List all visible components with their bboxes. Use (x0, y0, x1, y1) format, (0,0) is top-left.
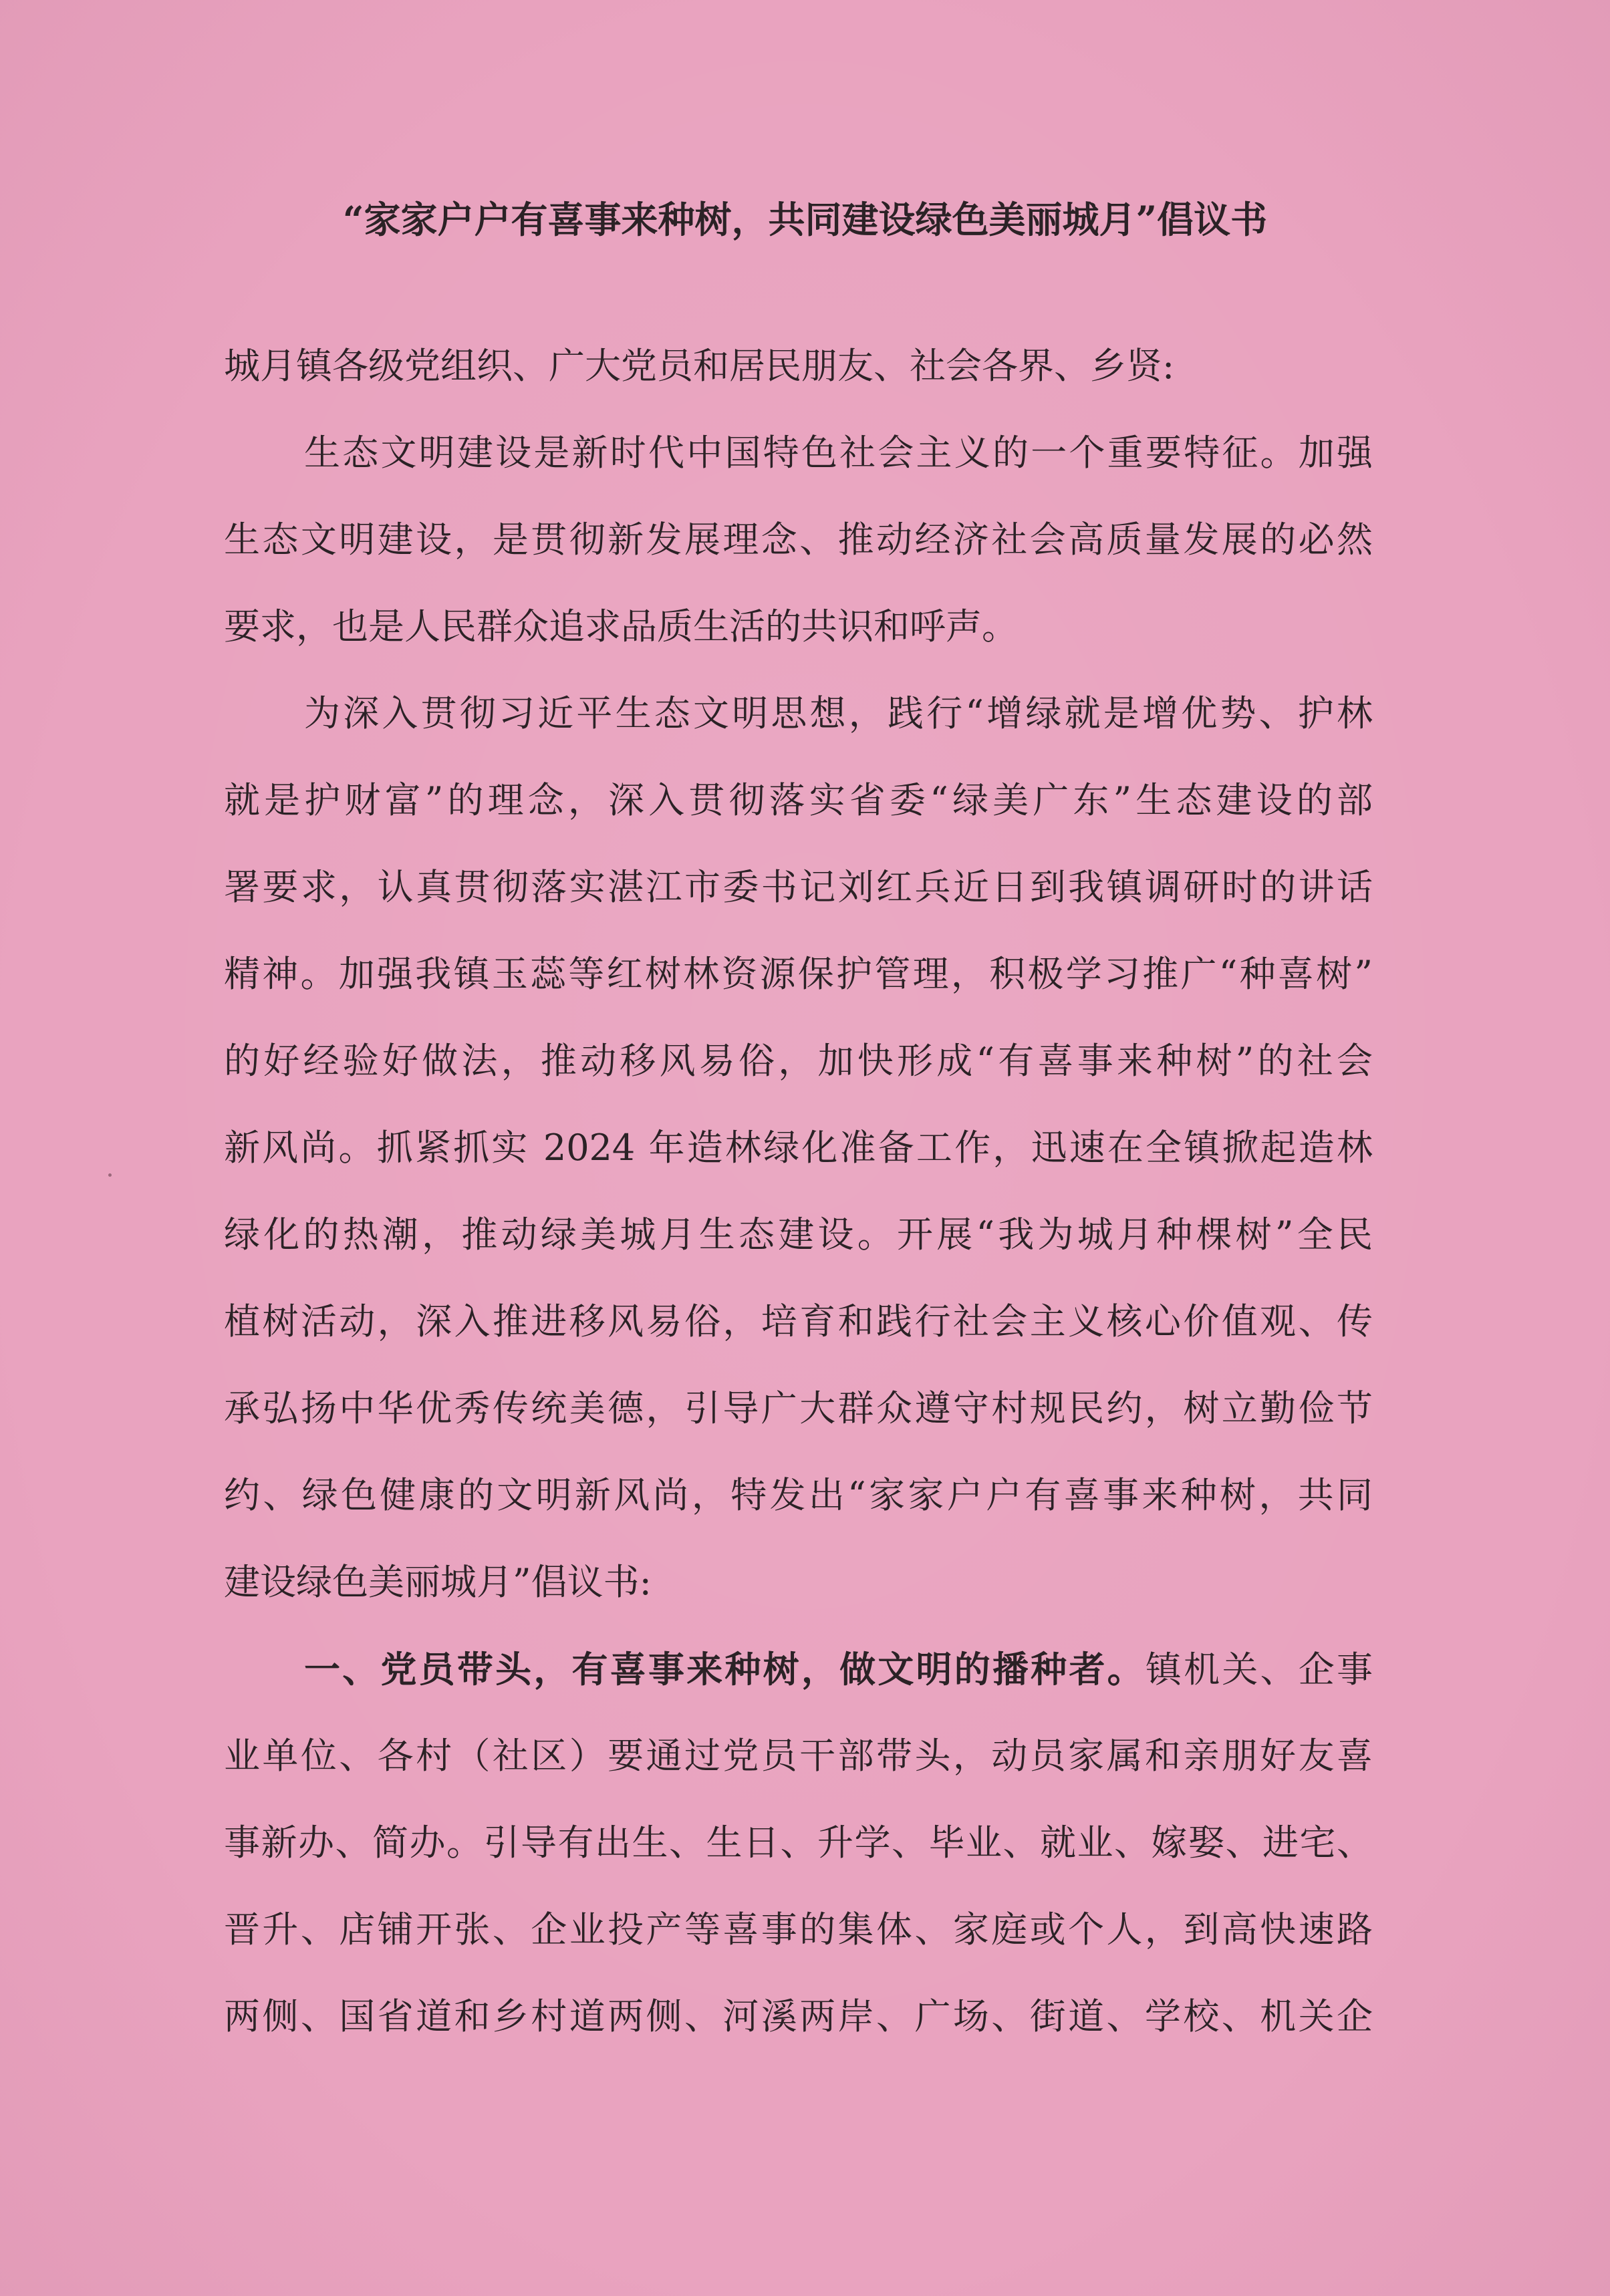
body-line: 要求，也是人民群众追求品质生活的共识和呼声。 (224, 605, 1018, 648)
body-line: 署要求，认真贯彻落实湛江市委书记刘红兵近日到我镇调研时的讲话 (224, 866, 1373, 908)
scan-speck (108, 1173, 112, 1177)
body-line: 生态文明建设是新时代中国特色社会主义的一个重要特征。加强 (304, 432, 1373, 474)
body-line: 精神。加强我镇玉蕊等红树林资源保护管理，积极学习推广“种喜树” (224, 953, 1373, 995)
document-title: “家家户户有喜事来种树，共同建设绿色美丽城月”倡议书 (342, 198, 1268, 241)
body-line: 生态文明建设，是贯彻新发展理念、推动经济社会高质量发展的必然 (224, 519, 1373, 561)
body-line: 约、绿色健康的文明新风尚，特发出“家家户户有喜事来种树，共同 (224, 1474, 1373, 1516)
body-line: 业单位、各村（社区）要通过党员干部带头，动员家属和亲朋好友喜 (224, 1735, 1373, 1777)
salutation: 城月镇各级党组织、广大党员和居民朋友、社会各界、乡贤: (224, 345, 1175, 387)
body-line: 为深入贯彻习近平生态文明思想，践行“增绿就是增优势、护林 (304, 692, 1373, 734)
section-heading: 一、党员带头，有喜事来种树，做文明的播种者。 (304, 1648, 1146, 1691)
document-body (224, 323, 1373, 2060)
body-line: 植树活动，深入推进移风易俗，培育和践行社会主义核心价值观、传 (224, 1300, 1373, 1342)
body-line: 绿化的热潮，推动绿美城月生态建设。开展“我为城月种棵树”全民 (224, 1213, 1373, 1256)
body-line: 两侧、国省道和乡村道两侧、河溪两岸、广场、街道、学校、机关企 (224, 1995, 1373, 2037)
body-line: 就是护财富”的理念，深入贯彻落实省委“绿美广东”生态建设的部 (224, 779, 1373, 821)
body-line-text: 镇机关、企事 (1145, 1648, 1373, 1691)
body-line (224, 1626, 1373, 1713)
body-line: 晋升、店铺开张、企业投产等喜事的集体、家庭或个人，到高快速路 (224, 1908, 1373, 1951)
body-line: 的好经验好做法，推动移风易俗，加快形成“有喜事来种树”的社会 (224, 1040, 1373, 1082)
body-line: 承弘扬中华优秀传统美德，引导广大群众遵守村规民约，树立勤俭节 (224, 1387, 1373, 1429)
body-line: 建设绿色美丽城月”倡议书: (224, 1561, 652, 1603)
body-line: 新风尚。抓紧抓实 2024 年造林绿化准备工作，迅速在全镇掀起造林 (224, 1127, 1373, 1169)
body-line: 事新办、简办。引导有出生、生日、升学、毕业、就业、嫁娶、进宅、 (224, 1822, 1373, 1864)
